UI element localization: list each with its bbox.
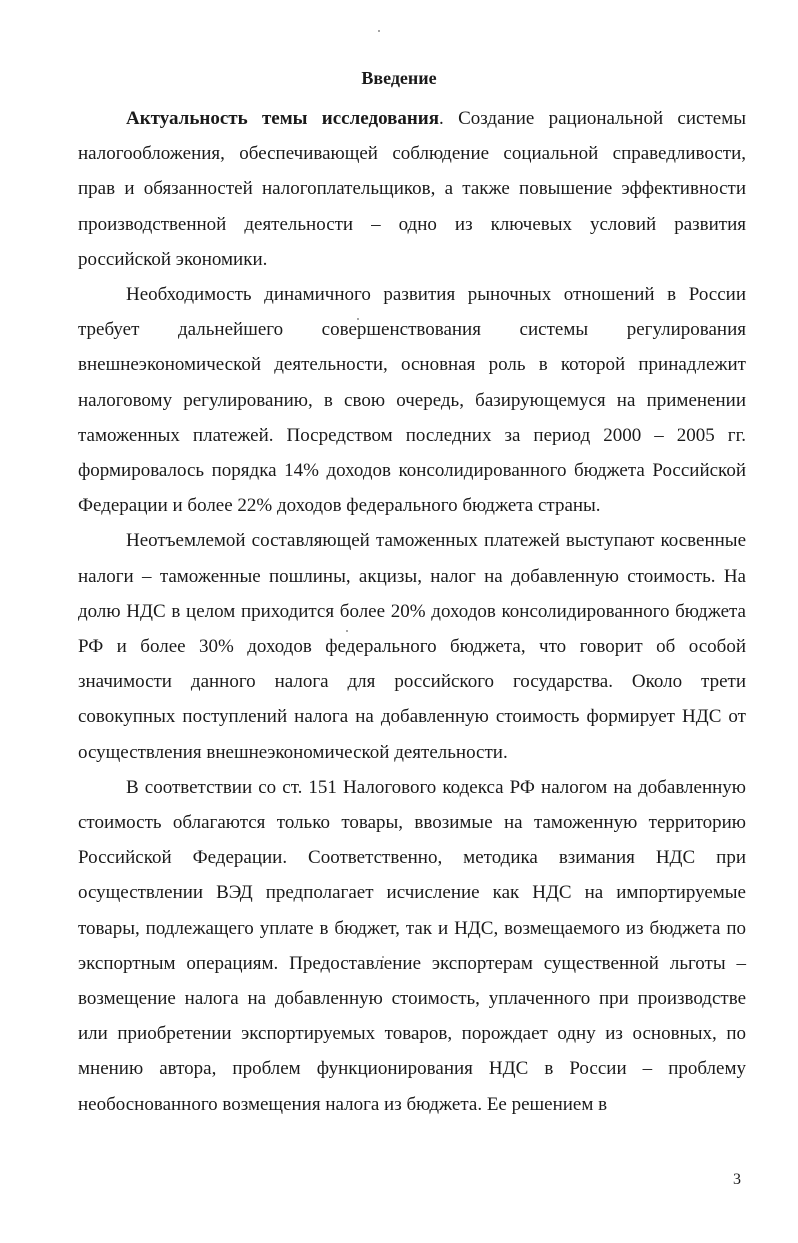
paragraph-relevance — [78, 101, 746, 277]
page-number: 3 — [733, 1171, 741, 1188]
paragraph-indirect-taxes: Неотъемлемой составляющей таможенных платежей выступают косвенные налоги – таможенные пошлины, акцизы, налог на добавленную стоимость. На долю НДС в целом приходится более 20% доходов консолидированного бюджета РФ и более 30% доходов федерального бюджета, что говорит об особой значимости данного налога для российского государства. Около трети совокупных поступлений налога на добавленную стоимость формирует НДС от осуществления внешнеэкономической деятельности. — [78, 530, 746, 763]
relevance-lead: Актуальность темы исследования — [126, 108, 440, 129]
section-heading: Введение — [361, 68, 437, 88]
paragraph-text: . Создание рациональной системы налогообложения, обеспечивающей соблюдение социальной справедливости, прав и обязанностей налогоплательщиков, а также повышение эффективности производственной деятельности – одно из ключевых условий развития российской экономики. — [78, 108, 746, 270]
body-text — [78, 101, 746, 1122]
scan-speck — [378, 30, 380, 32]
paragraph-market-relations: Необходимость динамичного развития рыночных отношений в России требует дальнейшего совершенствования системы регулирования внешнеэкономической деятельности, основная роль в которой принадлежит налоговому регулированию, в свою очередь, базирующемуся на применении таможенных платежей. Посредством последних за период 2000 – 2005 гг. формировалось порядка 14% доходов консолидированного бюджета Российской Федерации и более 22% доходов федерального бюджета страны. — [78, 284, 746, 517]
paragraph-tax-code: В соответствии со ст. 151 Налогового кодекса РФ налогом на добавленную стоимость облагаются только товары, ввозимые на таможенную территорию Российской Федерации. Соответственно, методика взимания НДС при осуществлении ВЭД предполагает исчисление как НДС на импортируемые товары, подлежащего уплате в бюджет, так и НДС, возмещаемого из бюджета по экспортным операциям. Предоставление экспортерам существенной льготы – возмещение налога на добавленную стоимость, уплаченного при производстве или приобретении экспортируемых товаров, порождает одну из основных, по мнению автора, проблем функционирования НДС в России – проблему необоснованного возмещения налога из бюджета. Ее решением в — [78, 776, 746, 1115]
